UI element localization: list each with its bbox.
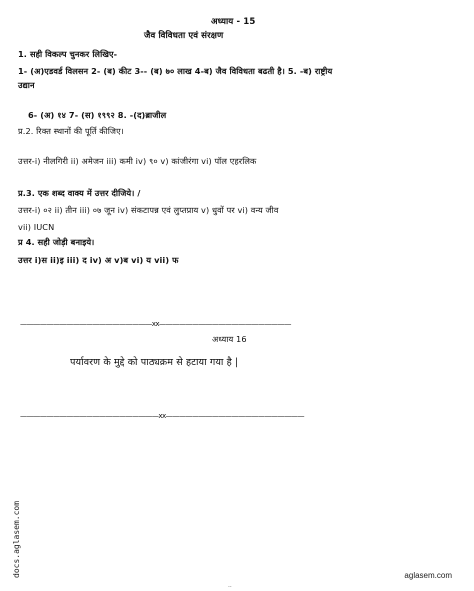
answer-2: उत्तर-i) नीलगिरी ii) अमेजन iii) कमी iv) ९० v) कांजीरंगा vi) पॉल एहरलिक <box>18 156 257 166</box>
answer-1-line-2: उद्यान <box>18 80 35 90</box>
chapter-15-subheading: जैव विविधता एवं संरक्षण <box>144 31 224 41</box>
divider-line-1: ————————————————————xx———————————————————— <box>20 319 291 328</box>
question-1: 1. सही विकल्प चुनकर लिखिए- <box>18 49 118 59</box>
footer-mark: -- <box>228 584 232 590</box>
question-3: प्र.3. एक शब्द वाक्य में उत्तर दीजिये। / <box>18 188 141 198</box>
answer-1-line-3: 6- (अ) १४ 7- (स) १९९२ 8. -(द)ब्राजील <box>28 110 167 120</box>
answer-3-line-2: vii) IUCN <box>18 222 55 232</box>
divider-line-2: —————————————————————xx————————————————————— <box>20 411 304 420</box>
question-4: प्र 4. सही जोड़ी बनाइये। <box>18 237 95 247</box>
watermark-url: docs.aglasem.com <box>12 500 21 578</box>
chapter-16-statement: पर्यावरण के मुद्दे को पाठ्यक्रम से हटाया गया है | <box>70 357 239 368</box>
chapter-15-heading: अध्याय - 15 <box>211 17 256 27</box>
question-2: प्र.2. रिक्त स्थानों की पूर्ति कीजिए। <box>18 126 124 136</box>
answer-4: उत्तर i)स ii)इ iii) द iv) अ v)ब vi) य vii) फ <box>18 255 179 265</box>
answer-3-line-1: उत्तर-i) ०२ ii) तीन iii) ०७ जून iv) संकटापन्न एवं लुप्तप्राय v) धुवों पर vi) वन्य जीव <box>18 205 279 215</box>
chapter-16-heading: अध्याय 16 <box>212 334 247 344</box>
brand-footer: aglasem.com <box>404 571 452 580</box>
answer-1-line-1: 1- (अ)एडवर्ड विलसन 2- (ब) कीट 3-- (ब) ७० लाख 4-ब) जैव विविधता बढती है। 5. -ब) राष्ट्रीय <box>18 66 333 76</box>
